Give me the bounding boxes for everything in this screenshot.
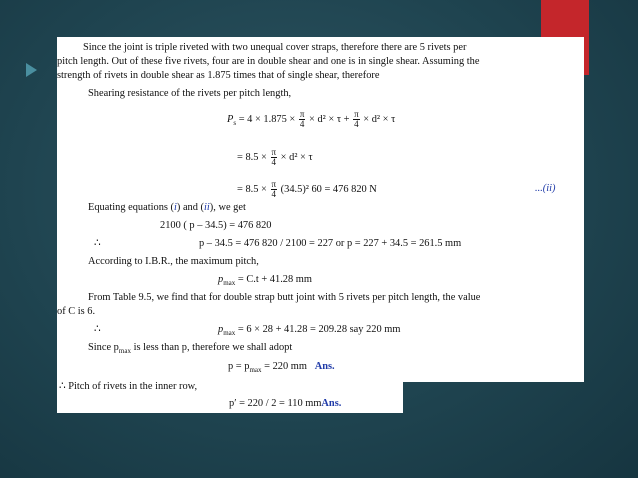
equation-4: 2100 ( p – 34.5) = 476 820 — [160, 220, 272, 231]
equation-8: $p = p_{max} = 220$ mm Ans. — [228, 361, 335, 375]
answer-label: Ans. — [314, 361, 335, 372]
therefore-symbol: ∴ — [94, 238, 101, 249]
equation-shear-3: = 8.5 × $\frac{\pi}{4}$ (34.5)² 60 = 476 820 N — [237, 179, 377, 199]
therefore-symbol: ∴ — [94, 324, 101, 335]
paragraph-line: From Table 9.5, we find that for double strap butt joint with 5 rivets per pitch length, the value — [88, 292, 481, 303]
content-panel — [57, 37, 584, 382]
paragraph-line: Since the joint is triple riveted with two unequal cover straps, therefore there are 5 rivets per — [83, 42, 467, 53]
paragraph-line: of C is 6. — [57, 306, 96, 317]
paragraph-line: strength of rivets in double shear as 1.875 times that of single shear, therefore — [57, 70, 380, 81]
ibr-line: According to I.B.R., the maximum pitch, — [88, 256, 259, 267]
content-panel-tail — [57, 380, 403, 413]
equation-5: p – 34.5 = 476 820 / 2100 = 227 or p = 227 + 34.5 = 261.5 mm — [199, 238, 462, 249]
equation-6: $p_{max} = C.t + 41.28$ mm — [218, 274, 312, 288]
equation-shear-2: = 8.5 × $\frac{\pi}{4}$ × d² × τ — [237, 147, 313, 167]
shear-heading: Shearing resistance of the rivets per pitch length, — [88, 88, 292, 99]
equation-7: $p_{max} = 6 \times 28 + 41.28 = 209.28$ say 220 mm — [218, 324, 401, 338]
answer-label: Ans. — [321, 398, 342, 409]
equation-shear-1: $P_s = 4 \times 1.875$ × $\frac{\pi}{4}$ × d² × τ + $\frac{\pi}{4}$ × d² × τ — [227, 109, 396, 129]
equating-line: Equating equations (i) and (ii), we get — [88, 202, 246, 213]
since-line: Since $p_{max}$ is less than p, therefore we shall adopt — [88, 342, 293, 356]
slide-bullet-arrow-icon — [26, 63, 37, 77]
paragraph-line: pitch length. Out of these five rivets, four are in double shear and one is in single shear. Assuming the — [57, 56, 480, 67]
equation-tag: ...(ii) — [535, 183, 556, 194]
equation-9: p′ = 220 / 2 = 110 mmAns. — [229, 398, 342, 409]
inner-row-line: ∴ Pitch of rivets in the inner row, — [59, 381, 198, 392]
